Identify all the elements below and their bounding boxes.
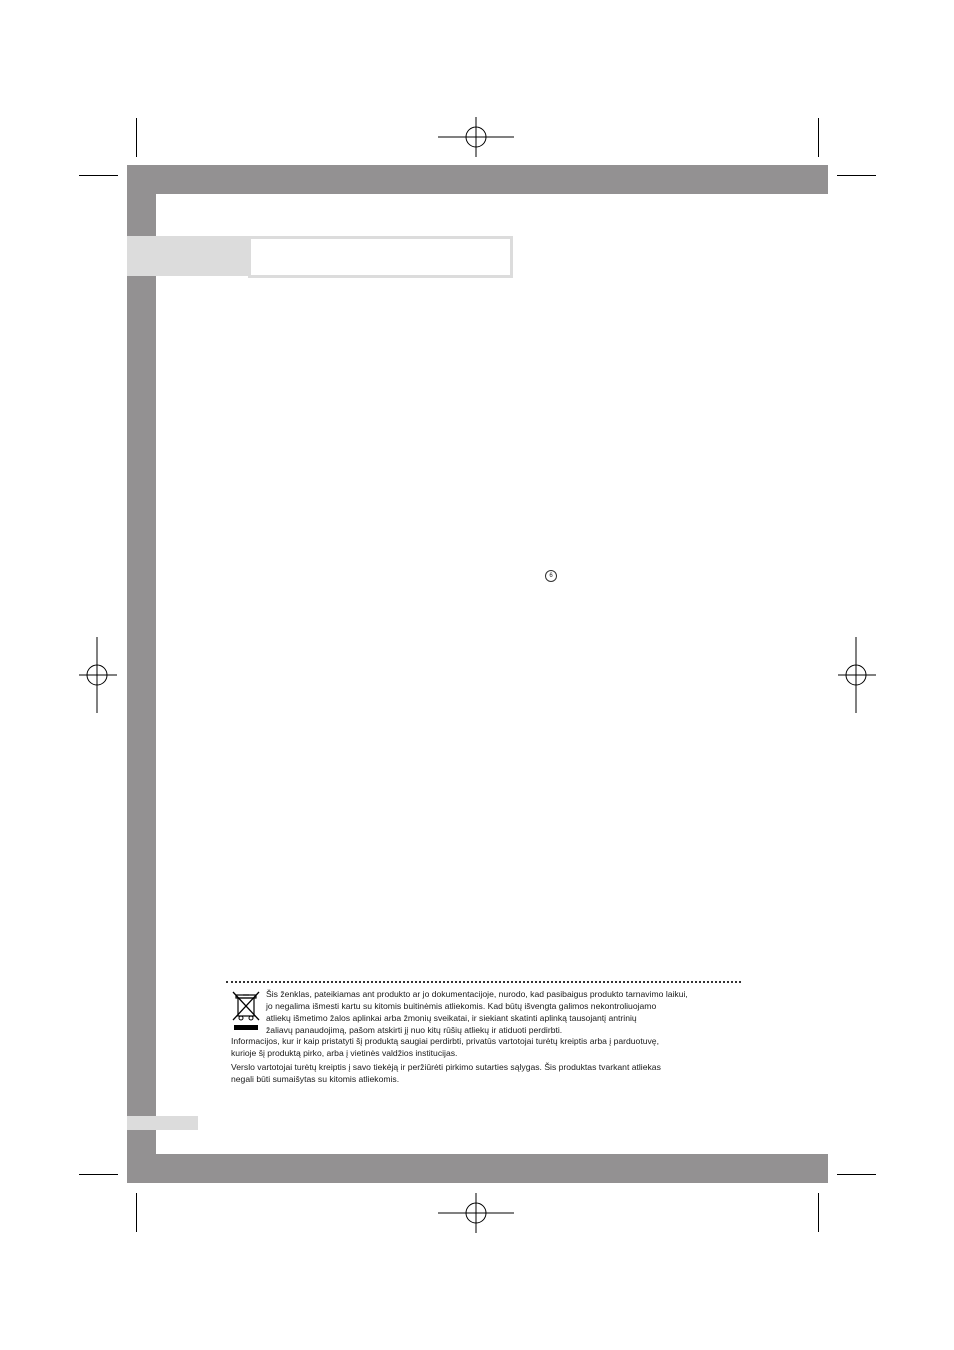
page-number-tab [127, 1116, 198, 1130]
notice-line: žaliavų panaudojimą, pašom atskirti jį nuo kitų rūšių atliekų ir atiduoti perdirbti. [266, 1024, 563, 1035]
notice-line: Šis ženklas, pateikiamas ant produkto ar jo dokumentacijoje, nurodo, kad pasibaigus produkto tarnavimo laikui, [266, 989, 688, 999]
section-tab [127, 236, 248, 276]
notice-line: atliekų išmetimo žalos aplinkai arba žmonių sveikatai, ir siekiant skatinti aplinką tausojantį antrinių [266, 1012, 637, 1023]
registration-mark-icon [438, 1175, 514, 1251]
notice-paragraph-2 [231, 1036, 659, 1060]
notice-line: Verslo vartotojai turėtų kreiptis į savo tiekėją ir peržiūrėti pirkimo sutarties sąlygas. Šis produktas tvarkant atliekas [231, 1062, 661, 1072]
page-marker: 6 [545, 570, 557, 582]
notice-line: Informacijos, kur ir kaip pristatyti šį produktą saugiai perdirbti, privatūs vartotojai turėtų kreiptis arba į parduotuvę, [231, 1036, 659, 1046]
section-title-box [248, 236, 513, 278]
notice-divider [226, 981, 741, 983]
registration-mark-icon [818, 637, 894, 713]
registration-mark-icon [438, 99, 514, 175]
crossed-out-wheelie-bin-icon [231, 990, 261, 1032]
notice-line: kurioje šį produktą pirko, arba į vietinės valdžios institucijas. [231, 1047, 458, 1058]
notice-paragraph-1 [266, 989, 688, 1037]
notice-line: jo negalima išmesti kartu su kitomis buitinėmis atliekomis. Kad būtų išvengta galimos nekontroliuojamo [266, 1000, 657, 1011]
registration-mark-icon [59, 637, 135, 713]
notice-paragraph-3 [231, 1062, 661, 1086]
notice-line: negali būti sumaišytas su kitomis atliekomis. [231, 1073, 400, 1084]
